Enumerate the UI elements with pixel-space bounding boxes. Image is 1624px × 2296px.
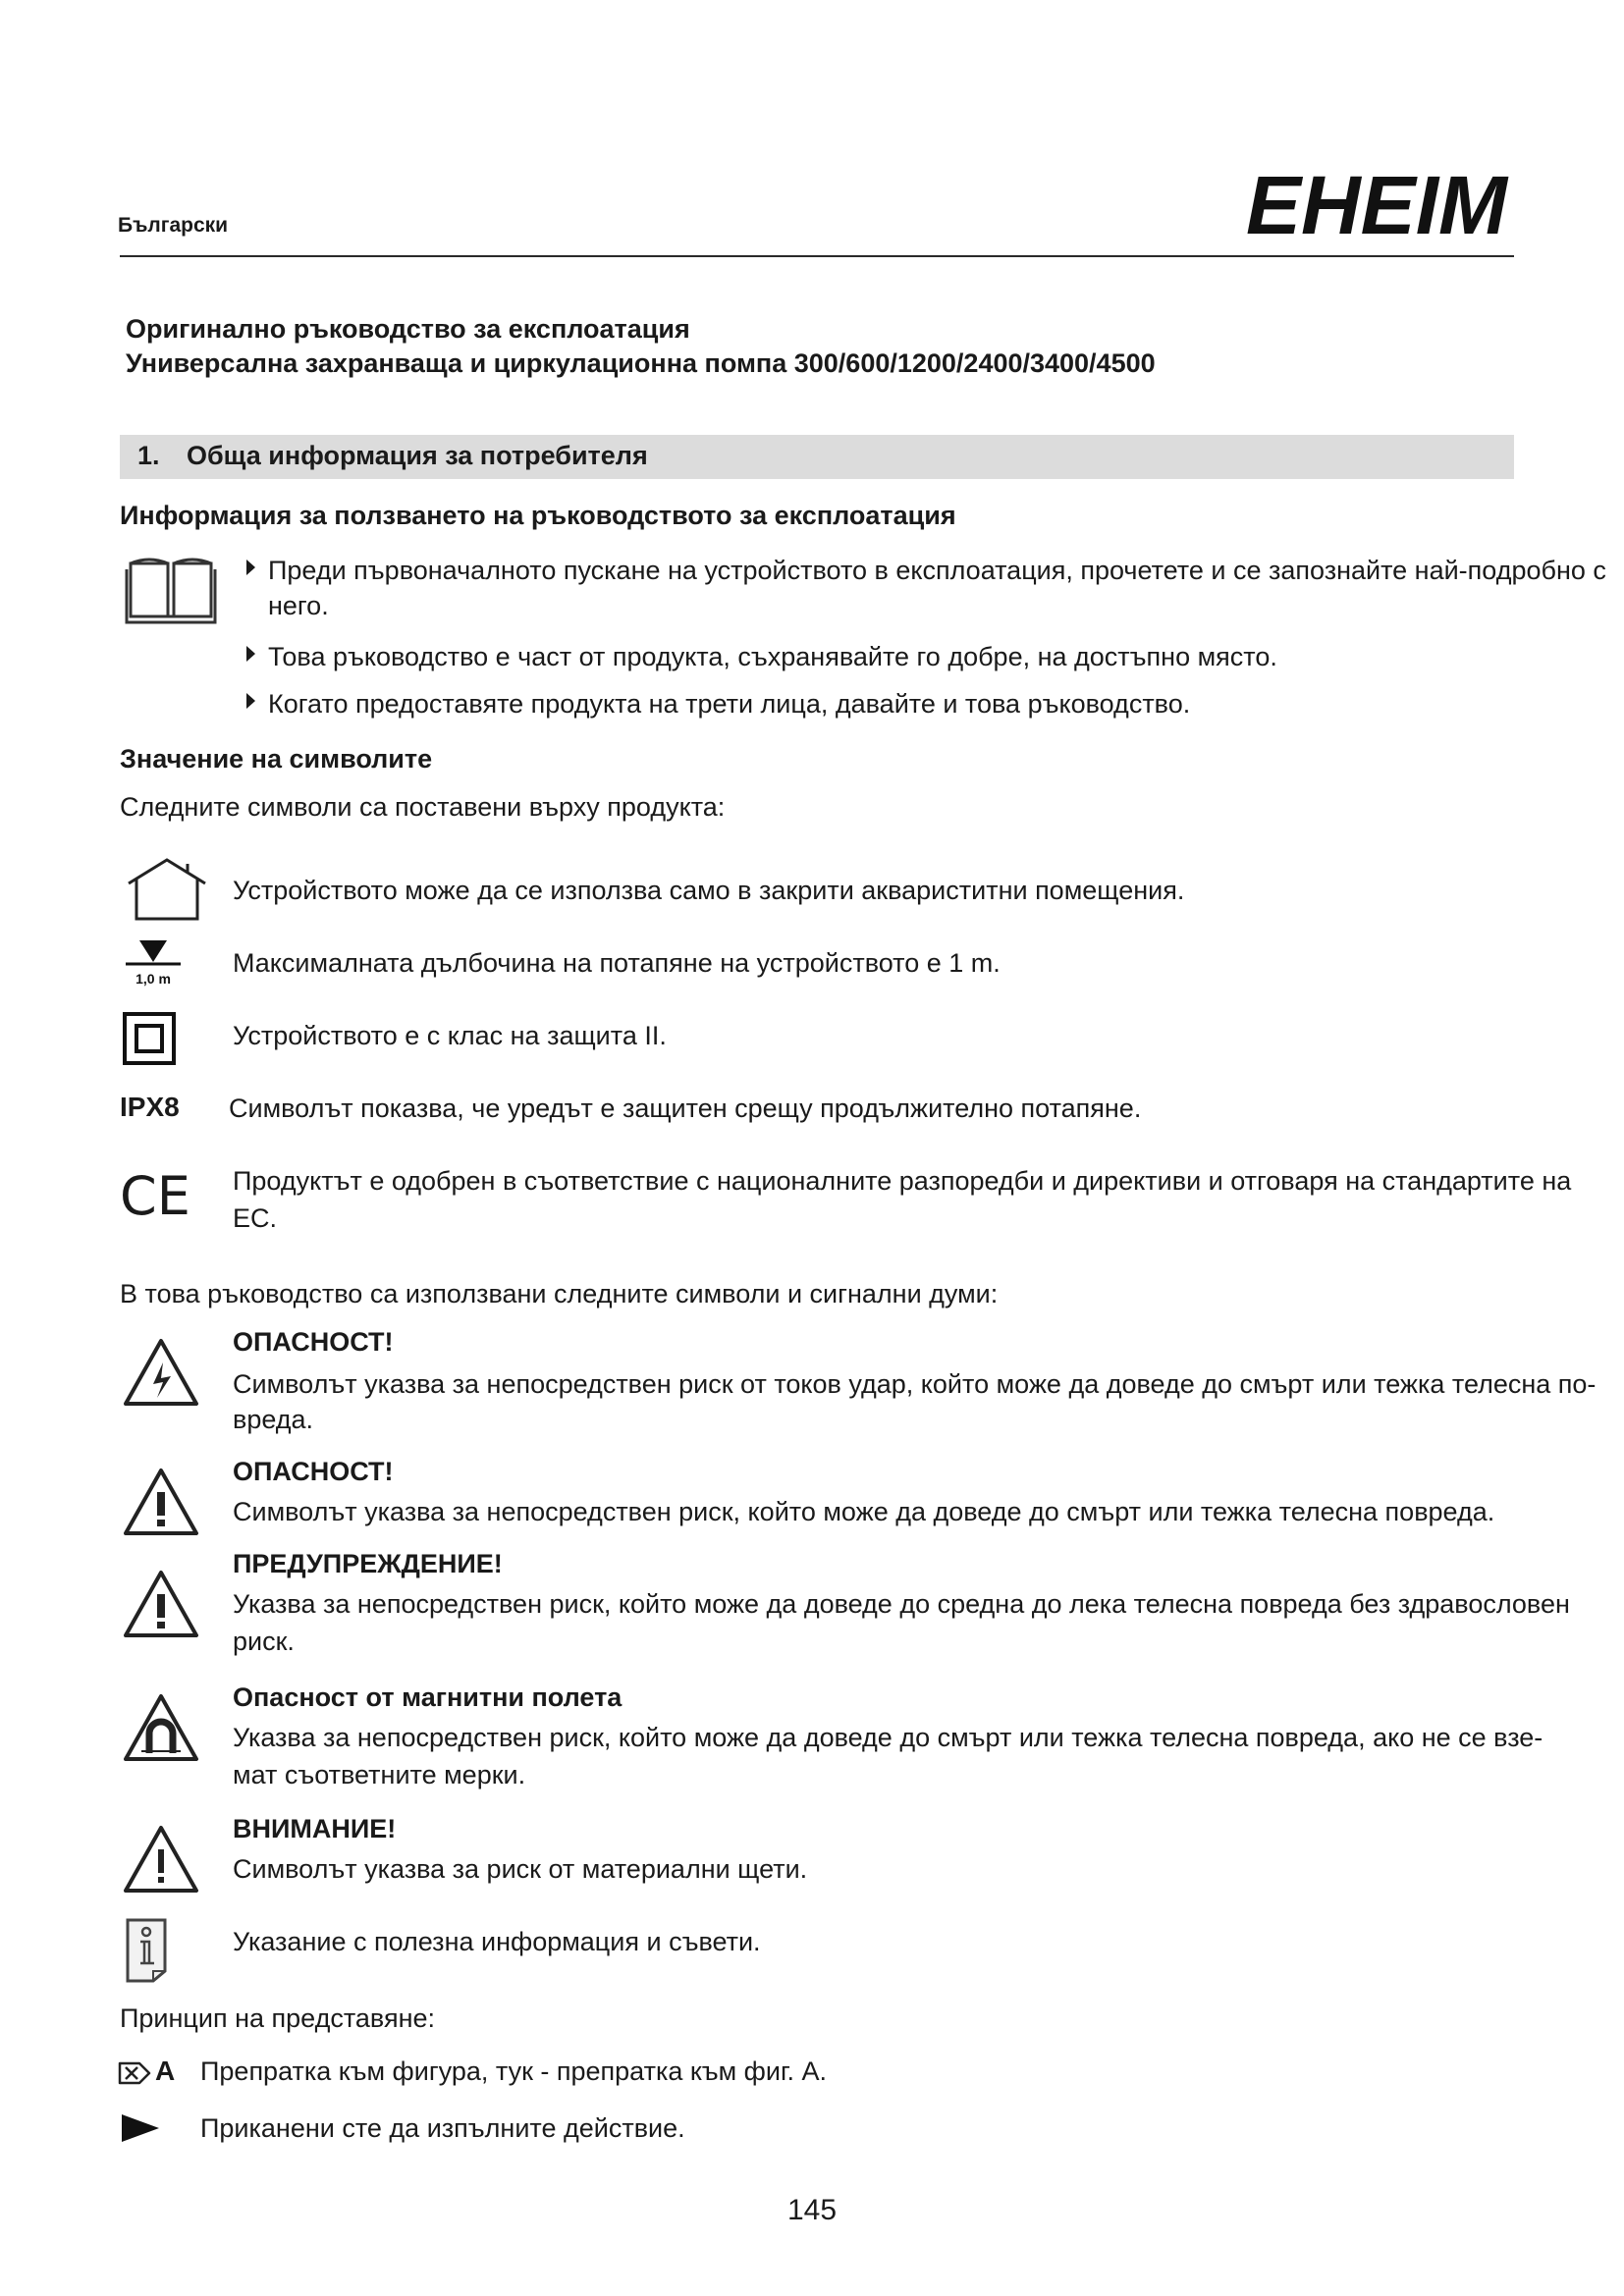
figure-reference-label: A [155,2056,176,2086]
figure-reference-icon [118,2059,151,2087]
manual-info-bullet-2: Това ръководство е част от продукта, съхранявайте го добре, на достъпно място. [268,642,1277,671]
header-divider [120,255,1514,257]
signal-warning-text: Указва за непосредствен риск, който може да доведе до средна до лека телесна повреда без здравословен [233,1589,1570,1619]
symbol-ce-text: Продуктът е одобрен в съответствие с националните разпоредби и директиви и отговаря на стандартите на [233,1166,1572,1196]
info-icon [124,1916,169,1985]
signal-magnetic-text-cont: мат съответните мерки. [233,1760,526,1789]
bullet-arrow-icon [246,693,255,709]
signal-warning-text-cont: риск. [233,1627,295,1656]
symbols-heading: Значение на символите [120,744,433,774]
danger-icon [122,1467,200,1537]
signal-magnetic-title: Опасност от магнитни полета [233,1682,623,1712]
representation-heading: Принцип на представяне: [120,2003,435,2033]
symbol-depth-text: Максималната дълбочина на потапяне на устройството е 1 m. [233,948,1001,978]
electric-hazard-icon [122,1337,200,1408]
warning-icon [122,1569,200,1639]
symbol-ipx8-text: Символът показва, че уредът е защитен срещу продължително потапяне. [229,1094,1142,1123]
action-arrow-icon [120,2112,161,2144]
representation-figure-text: Препратка към фигура, тук - препратка към фиг. А. [200,2056,828,2086]
ipx8-label: IPX8 [120,1092,180,1122]
signal-danger-electric-text-cont: вреда. [233,1405,314,1434]
svg-text:EHEIM: EHEIM [1245,169,1508,241]
symbol-class-text: Устройството е с клас на защита II. [233,1021,667,1050]
page-number: 145 [786,2194,838,2226]
manual-info-bullet-1: Преди първоначалното пускане на устройството в експлоатация, прочетете и се запознайте най-подробно с [268,556,1606,585]
eheim-logo [1239,169,1514,241]
manual-info-heading: Информация за ползването на ръководството за експлоатация [120,501,956,530]
svg-text:1,0 m: 1,0 m [135,971,171,987]
document-subtitle: Универсална захранваща и циркулационна помпа 300/600/1200/2400/3400/4500 [126,348,1156,378]
signals-intro: В това ръководство са използвани следните символи и сигнални думи: [120,1279,999,1308]
signal-danger-electric-title: ОПАСНОСТ! [233,1327,394,1357]
symbols-intro: Следните символи са поставени върху продукта: [120,792,726,822]
magnetic-field-icon [122,1692,200,1763]
section-title: Обща информация за потребителя [187,441,648,470]
depth-icon [120,936,187,991]
representation-action-text: Приканени сте да изпълните действие. [200,2113,685,2143]
signal-danger-title: ОПАСНОСТ! [233,1457,394,1486]
symbol-indoor-text: Устройството може да се използва само в закрити аквариститни помещения. [233,876,1185,905]
language-label: Български [118,214,229,237]
ce-icon: CE [120,1165,190,1227]
signal-danger-text: Символът указва за непосредствен риск, който може да доведе до смърт или тежка телесна повреда. [233,1497,1495,1526]
signal-magnetic-text: Указва за непосредствен риск, който може да доведе до смърт или тежка телесна повреда, ако не се взе- [233,1723,1543,1752]
signal-info-text: Указание с полезна информация и съвети. [233,1927,761,1956]
section-number: 1. [137,441,160,470]
signal-caution-title: ВНИМАНИЕ! [233,1814,397,1843]
document-title: Оригинално ръководство за експлоатация [126,314,690,344]
book-icon [125,556,217,628]
signal-warning-title: ПРЕДУПРЕЖДЕНИЕ! [233,1549,503,1578]
bullet-arrow-icon [246,646,255,662]
signal-caution-text: Символът указва за риск от материални щети. [233,1854,808,1884]
symbol-ce-text-cont: ЕС. [233,1203,278,1233]
manual-info-bullet-1-cont: него. [268,591,329,620]
bullet-arrow-icon [246,560,255,575]
caution-icon [122,1824,200,1895]
manual-info-bullet-3: Когато предоставяте продукта на трети лица, давайте и това ръководство. [268,689,1191,719]
signal-danger-electric-text: Символът указва за непосредствен риск от токов удар, който може да доведе до смърт или тежка телесна по- [233,1369,1597,1399]
protection-class-icon [122,1011,177,1066]
house-icon [125,856,209,923]
